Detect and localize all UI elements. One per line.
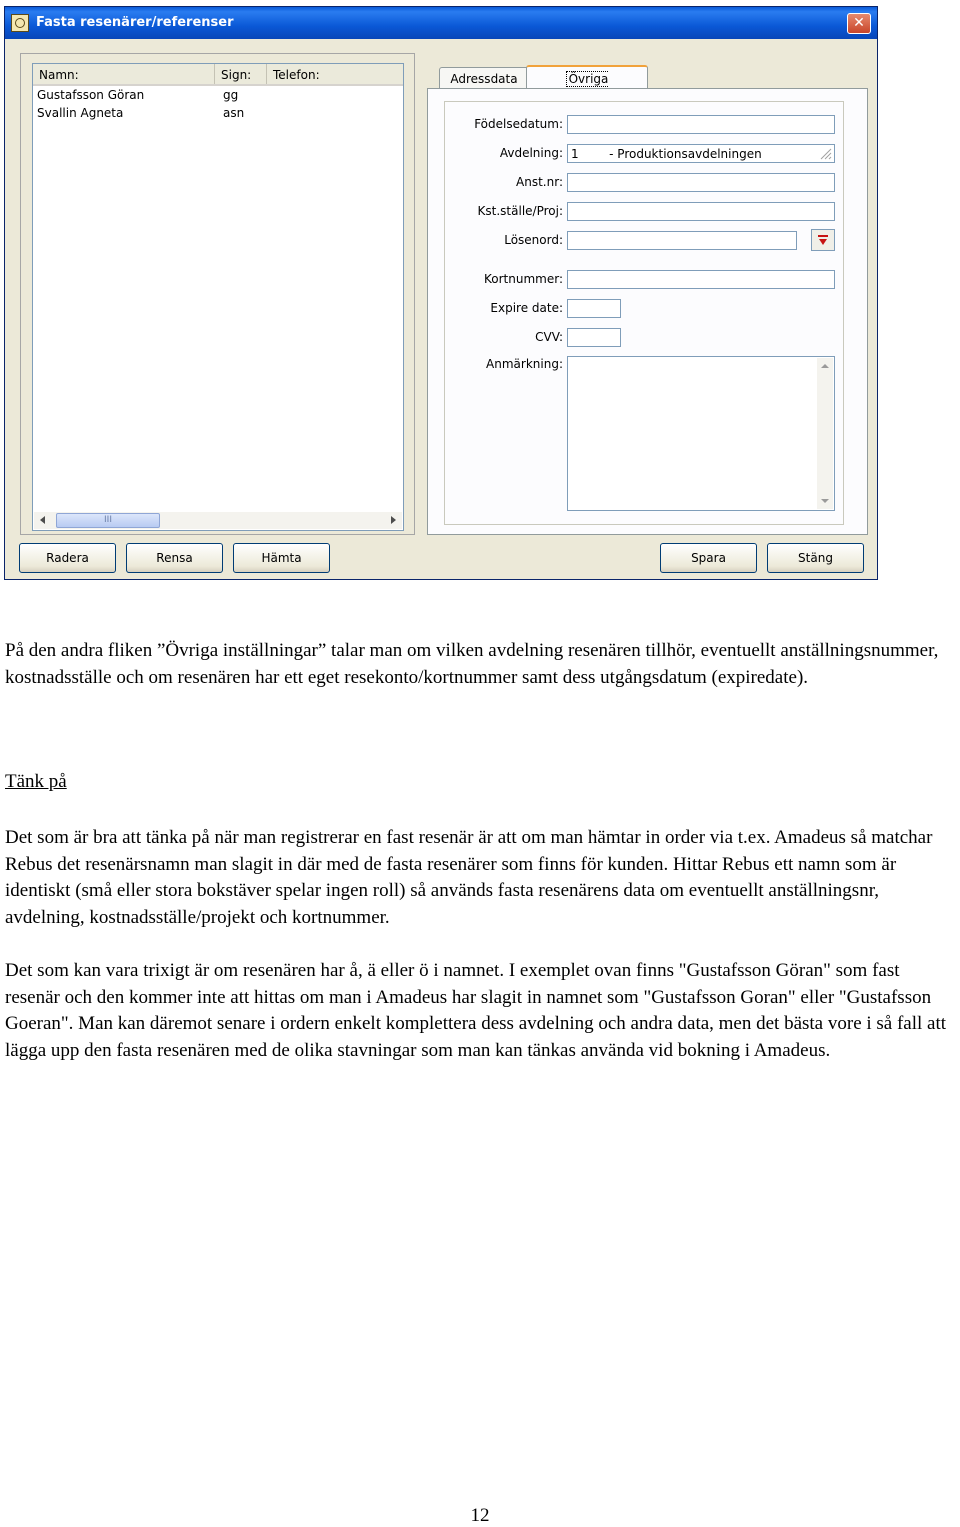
traveler-list-panel xyxy=(20,53,415,535)
title-bar[interactable] xyxy=(5,7,877,39)
paragraph-matching: Det som är bra att tänka på när man registrerar en fast resenär är att om man hämtar in order via t.ex. Amadeus så matchar Rebus det resenärsnamn man slagit in där med de fasta resenärer som finns för kunden. Hittar Rebus ett namn som är identiskt (små eller stora bokstäver spelar ingen roll) så används fasta resenärens data om eventuellt anställningsnr, avdelning, kostnadsställe/projekt och kortnummer. xyxy=(5,827,933,928)
kortnummer-field[interactable] xyxy=(567,270,835,289)
resize-grip-icon xyxy=(817,147,832,160)
tab-content xyxy=(427,88,868,535)
tab-ovriga-label: Övriga xyxy=(548,71,625,111)
cvv-label: CVV: xyxy=(535,330,563,344)
spara-button[interactable]: Spara xyxy=(660,543,757,573)
column-header-phone[interactable]: Telefon: xyxy=(273,68,320,82)
tab-ovriga-installningar[interactable] xyxy=(526,65,648,89)
tab-adressdata[interactable]: Adressdata xyxy=(439,67,529,89)
stang-button[interactable]: Stäng xyxy=(767,543,864,573)
list-header xyxy=(33,64,403,86)
window-title: Fasta resenärer/referenser xyxy=(36,15,234,30)
row-sign: gg xyxy=(223,88,239,102)
avdelning-label: Avdelning: xyxy=(499,146,563,160)
list-row[interactable] xyxy=(33,105,403,122)
section-heading: Tänk på xyxy=(5,771,67,792)
app-icon xyxy=(11,14,29,32)
dialog-window xyxy=(4,6,878,580)
avdelning-value: 1 - Produktionsavdelningen xyxy=(571,147,762,161)
page-number: 12 xyxy=(470,1505,490,1526)
scroll-thumb[interactable]: III xyxy=(56,513,160,528)
fodelsedatum-field[interactable] xyxy=(567,115,835,134)
row-name: Gustafsson Göran xyxy=(37,88,145,102)
row-sign: asn xyxy=(223,106,245,120)
paragraph-special-chars: Det som kan vara trixigt är om resenären har å, ä eller ö i namnet. I exemplet ovan finns "Gustafsson Göran" som fast resenär och den kommer inte att hittas om man i Amadeus har slagit in namnet som "Gustafsson Goran" eller "Gustafsson Goeran". Man kan däremot senare i ordern enkelt komplettera dess avdelning och andra data, men det bästa vore i så fall att lägga upp den fasta resenären med de olika stavningar som man kan tänkas använda vid bokning i Amadeus. xyxy=(5,960,947,1061)
traveler-list[interactable] xyxy=(32,63,404,531)
hamta-button[interactable]: Hämta xyxy=(233,543,330,573)
column-header-name[interactable]: Namn: xyxy=(33,64,215,84)
paragraph-intro: På den andra fliken ”Övriga inställningar” talar man om vilken avdelning resenären tillhör, eventuellt anställningsnummer, kostnadsställe och om resenären har ett eget resekonto/kortnummer samt dess utgångsdatum (expiredate). xyxy=(5,640,939,688)
close-button[interactable]: ✕ xyxy=(847,13,871,34)
fodelsedatum-label: Födelsedatum: xyxy=(474,117,563,131)
kst-label: Kst.ställe/Proj: xyxy=(477,204,563,218)
settings-group xyxy=(444,101,844,525)
radera-button[interactable]: Radera xyxy=(19,543,116,573)
scroll-right-icon[interactable] xyxy=(391,516,396,524)
kortnummer-label: Kortnummer: xyxy=(484,272,563,286)
list-row[interactable] xyxy=(33,87,403,104)
scroll-down-icon[interactable] xyxy=(821,499,829,503)
losenord-label: Lösenord: xyxy=(504,233,563,247)
avdelning-dropdown[interactable] xyxy=(567,144,835,163)
expire-field[interactable] xyxy=(567,299,621,318)
cvv-field[interactable] xyxy=(567,328,621,347)
anmarkning-textarea[interactable] xyxy=(567,356,835,511)
anmarkning-label: Anmärkning: xyxy=(486,357,563,371)
vertical-scrollbar[interactable] xyxy=(817,358,833,509)
anstnr-label: Anst.nr: xyxy=(516,175,563,189)
expire-label: Expire date: xyxy=(490,301,563,315)
column-header-sign[interactable]: Sign: xyxy=(215,64,267,84)
arrow-down-icon xyxy=(816,233,830,247)
scroll-left-icon[interactable] xyxy=(40,516,45,524)
scroll-up-icon[interactable] xyxy=(821,364,829,368)
rensa-button[interactable]: Rensa xyxy=(126,543,223,573)
kst-field[interactable] xyxy=(567,202,835,221)
anstnr-field[interactable] xyxy=(567,173,835,192)
password-toggle-button[interactable] xyxy=(811,229,835,251)
row-name: Svallin Agneta xyxy=(37,106,124,120)
losenord-field[interactable] xyxy=(567,231,797,250)
horizontal-scrollbar[interactable] xyxy=(34,512,402,529)
